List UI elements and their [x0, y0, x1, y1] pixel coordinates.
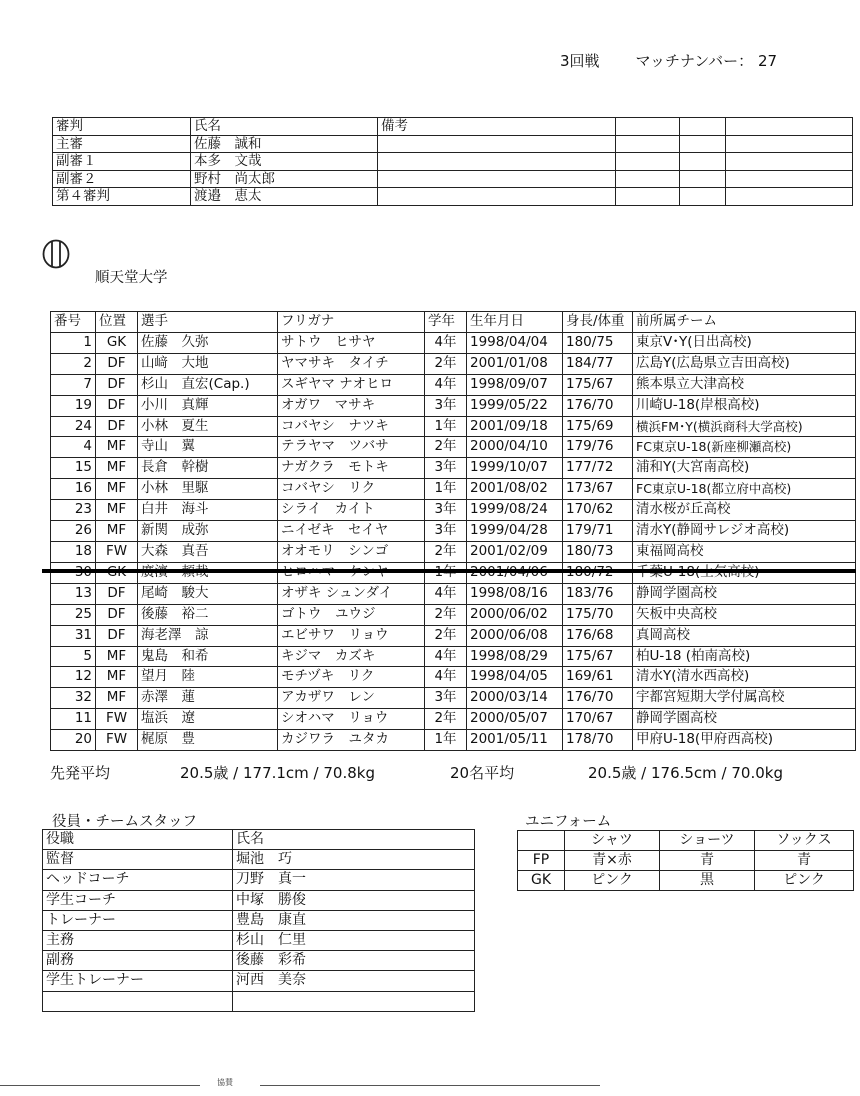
empty-cell	[378, 135, 616, 153]
player-position: DF	[96, 416, 138, 437]
player-previous-team: 柏U-18 (柏南高校)	[633, 646, 856, 667]
staff-name: 中塚 勝俊	[233, 890, 475, 910]
player-previous-team: 横浜FM･Y(横浜商科大学高校)	[633, 416, 856, 437]
players-header-position: 位置	[96, 312, 138, 333]
referee-row	[53, 188, 853, 206]
player-height-weight: 169/61	[563, 667, 633, 688]
referee-table	[52, 117, 853, 206]
player-row	[51, 646, 856, 667]
players-table	[50, 311, 856, 751]
referee-header-role: 審判	[53, 118, 191, 136]
player-number: 31	[51, 625, 96, 646]
match-number-label: マッチナンバー：	[635, 52, 754, 70]
players-header-birthdate: 生年月日	[467, 312, 563, 333]
uniform-header-row	[518, 831, 854, 851]
player-furigana: シオハマ リョウ	[278, 709, 425, 730]
staff-name: 河西 美奈	[233, 971, 475, 991]
empty-cell	[726, 118, 853, 136]
players-header-row	[51, 312, 856, 333]
player-year: 2年	[425, 604, 467, 625]
player-height-weight: 175/69	[563, 416, 633, 437]
uniform-row	[518, 851, 854, 871]
uniform-row	[518, 871, 854, 891]
player-previous-team: 真岡高校	[633, 625, 856, 646]
player-position: FW	[96, 541, 138, 562]
player-year: 4年	[425, 583, 467, 604]
player-row	[51, 688, 856, 709]
uniform-type: FP	[518, 851, 565, 871]
player-number: 16	[51, 479, 96, 500]
player-row	[51, 667, 856, 688]
player-furigana: ナガクラ モトキ	[278, 458, 425, 479]
player-year: 4年	[425, 374, 467, 395]
player-year: 4年	[425, 667, 467, 688]
staff-header-role: 役職	[43, 830, 233, 850]
player-furigana: ニイゼキ セイヤ	[278, 521, 425, 542]
player-name: 寺山 翼	[138, 437, 278, 458]
uniform-table	[517, 830, 854, 891]
player-position: MF	[96, 500, 138, 521]
player-furigana: スギヤマ ナオヒロ	[278, 374, 425, 395]
all-average-value: 20.5歳 / 176.5cm / 70.0kg	[588, 764, 783, 782]
player-position: MF	[96, 688, 138, 709]
player-birthdate: 1998/08/16	[467, 583, 563, 604]
staff-role: トレーナー	[43, 910, 233, 930]
referee-role: 主審	[53, 135, 191, 153]
player-birthdate: 1999/10/07	[467, 458, 563, 479]
players-header-year: 学年	[425, 312, 467, 333]
player-previous-team: 浦和Y(大宮南高校)	[633, 458, 856, 479]
player-birthdate: 2000/06/02	[467, 604, 563, 625]
player-number: 18	[51, 541, 96, 562]
player-birthdate: 2001/05/11	[467, 730, 563, 751]
player-height-weight: 180/73	[563, 541, 633, 562]
player-height-weight: 175/67	[563, 646, 633, 667]
player-row	[51, 353, 856, 374]
referee-name: 佐藤 誠和	[191, 135, 378, 153]
referee-row	[53, 135, 853, 153]
player-number: 4	[51, 437, 96, 458]
player-furigana: カジワラ ユタカ	[278, 730, 425, 751]
player-number: 2	[51, 353, 96, 374]
empty-cell	[680, 135, 726, 153]
player-number: 25	[51, 604, 96, 625]
staff-title: 役員・チームスタッフ	[52, 814, 197, 830]
empty-cell	[616, 135, 680, 153]
player-height-weight: 176/70	[563, 688, 633, 709]
referee-role: 副審２	[53, 170, 191, 188]
uniform-shirt: ピンク	[565, 871, 660, 891]
player-row	[51, 709, 856, 730]
player-year: 4年	[425, 646, 467, 667]
player-position: DF	[96, 374, 138, 395]
referee-header-notes: 備考	[378, 118, 616, 136]
player-previous-team: 甲府U-18(甲府西高校)	[633, 730, 856, 751]
player-height-weight: 179/71	[563, 521, 633, 542]
player-birthdate: 2001/08/02	[467, 479, 563, 500]
referee-name: 本多 文哉	[191, 153, 378, 171]
player-birthdate: 1999/04/28	[467, 521, 563, 542]
player-previous-team: 熊本県立大津高校	[633, 374, 856, 395]
starter-divider-line	[42, 569, 856, 573]
player-furigana: テラヤマ ツバサ	[278, 437, 425, 458]
referee-header-row	[53, 118, 853, 136]
player-position: DF	[96, 395, 138, 416]
staff-role: 監督	[43, 850, 233, 870]
player-position: DF	[96, 625, 138, 646]
empty-cell	[680, 170, 726, 188]
empty-cell	[680, 188, 726, 206]
player-name: 大森 真吾	[138, 541, 278, 562]
uniform-shirt: 青×赤	[565, 851, 660, 871]
averages	[50, 762, 850, 784]
players-header-height-weight: 身長/体重	[563, 312, 633, 333]
player-name: 鬼島 和希	[138, 646, 278, 667]
player-previous-team: FC東京U-18(都立府中高校)	[633, 479, 856, 500]
player-name: 杉山 直宏(Cap.)	[138, 374, 278, 395]
staff-row	[43, 951, 475, 971]
player-height-weight: 184/77	[563, 353, 633, 374]
player-year: 2年	[425, 437, 467, 458]
player-year: 3年	[425, 458, 467, 479]
player-furigana: キジマ カズキ	[278, 646, 425, 667]
player-position: FW	[96, 730, 138, 751]
player-previous-team: 静岡学園高校	[633, 709, 856, 730]
player-previous-team: 清水Y(静岡サレジオ高校)	[633, 521, 856, 542]
juntendo-logo-icon	[42, 239, 70, 269]
staff-role: 主務	[43, 931, 233, 951]
uniform-title: ユニフォーム	[525, 814, 612, 830]
player-year: 2年	[425, 709, 467, 730]
referee-name: 野村 尚太郎	[191, 170, 378, 188]
match-number: 27	[757, 52, 778, 70]
uniform-socks: 青	[755, 851, 854, 871]
player-year: 1年	[425, 416, 467, 437]
staff-name: 堀池 巧	[233, 850, 475, 870]
player-height-weight: 178/70	[563, 730, 633, 751]
referee-name: 渡邉 恵太	[191, 188, 378, 206]
staff-header-row	[43, 830, 475, 850]
player-furigana: オザキ シュンダイ	[278, 583, 425, 604]
uniform-shorts: 黒	[660, 871, 755, 891]
player-name: 赤澤 蓮	[138, 688, 278, 709]
player-furigana: エビサワ リョウ	[278, 625, 425, 646]
empty-cell	[726, 135, 853, 153]
player-year: 2年	[425, 353, 467, 374]
staff-row	[43, 870, 475, 890]
player-position: DF	[96, 604, 138, 625]
player-number: 5	[51, 646, 96, 667]
player-number: 13	[51, 583, 96, 604]
player-number: 15	[51, 458, 96, 479]
player-height-weight: 170/62	[563, 500, 633, 521]
empty-cell	[616, 153, 680, 171]
player-position: FW	[96, 709, 138, 730]
players-header-furigana: フリガナ	[278, 312, 425, 333]
player-row	[51, 479, 856, 500]
player-name: 佐藤 久弥	[138, 332, 278, 353]
player-previous-team: 静岡学園高校	[633, 583, 856, 604]
referee-row	[53, 170, 853, 188]
player-height-weight: 177/72	[563, 458, 633, 479]
player-height-weight: 179/76	[563, 437, 633, 458]
referee-header-name: 氏名	[191, 118, 378, 136]
player-number: 19	[51, 395, 96, 416]
player-birthdate: 2000/06/08	[467, 625, 563, 646]
player-row	[51, 541, 856, 562]
player-row	[51, 625, 856, 646]
staff-role: 副務	[43, 951, 233, 971]
footer-divider-left	[0, 1085, 200, 1086]
starter-average-label: 先発平均	[50, 764, 111, 782]
uniform-socks: ピンク	[755, 871, 854, 891]
player-position: MF	[96, 667, 138, 688]
empty-cell	[378, 170, 616, 188]
empty-cell	[378, 188, 616, 206]
player-birthdate: 1998/09/07	[467, 374, 563, 395]
player-name: 山﨑 大地	[138, 353, 278, 374]
player-position: MF	[96, 646, 138, 667]
player-name: 海老澤 諒	[138, 625, 278, 646]
player-birthdate: 1998/04/04	[467, 332, 563, 353]
uniform-header-shirt: シャツ	[565, 831, 660, 851]
player-year: 1年	[425, 730, 467, 751]
player-name: 白井 海斗	[138, 500, 278, 521]
player-year: 2年	[425, 541, 467, 562]
staff-name: 杉山 仁里	[233, 931, 475, 951]
player-year: 1年	[425, 479, 467, 500]
players-header-player: 選手	[138, 312, 278, 333]
staff-row	[43, 890, 475, 910]
staff-table	[42, 829, 475, 1012]
player-previous-team: 東福岡高校	[633, 541, 856, 562]
player-previous-team: 東京V･Y(日出高校)	[633, 332, 856, 353]
player-number: 32	[51, 688, 96, 709]
player-row	[51, 332, 856, 353]
player-row	[51, 500, 856, 521]
player-birthdate: 1999/05/22	[467, 395, 563, 416]
player-name: 望月 陸	[138, 667, 278, 688]
empty-cell	[233, 991, 475, 1011]
empty-cell	[518, 831, 565, 851]
team-name: 順天堂大学	[95, 270, 168, 286]
player-year: 3年	[425, 395, 467, 416]
staff-name: 刀野 真一	[233, 870, 475, 890]
player-year: 3年	[425, 521, 467, 542]
staff-name: 後藤 彩希	[233, 951, 475, 971]
player-row	[51, 395, 856, 416]
empty-cell	[616, 118, 680, 136]
staff-row	[43, 931, 475, 951]
player-furigana: コバヤシ ナツキ	[278, 416, 425, 437]
empty-cell	[43, 991, 233, 1011]
player-furigana: サトウ ヒサヤ	[278, 332, 425, 353]
round-label: 3回戦	[560, 52, 600, 70]
player-row	[51, 437, 856, 458]
staff-name: 豊島 康直	[233, 910, 475, 930]
player-birthdate: 2001/02/09	[467, 541, 563, 562]
referee-role: 副審１	[53, 153, 191, 171]
players-header-previous-team: 前所属チーム	[633, 312, 856, 333]
uniform-header-shorts: ショーツ	[660, 831, 755, 851]
player-row	[51, 730, 856, 751]
empty-cell	[680, 153, 726, 171]
player-number: 20	[51, 730, 96, 751]
player-row	[51, 521, 856, 542]
staff-role: 学生トレーナー	[43, 971, 233, 991]
player-name: 尾崎 駿大	[138, 583, 278, 604]
player-height-weight: 180/75	[563, 332, 633, 353]
staff-header-name: 氏名	[233, 830, 475, 850]
staff-row	[43, 971, 475, 991]
player-position: GK	[96, 332, 138, 353]
player-position: MF	[96, 458, 138, 479]
referee-role: 第４審判	[53, 188, 191, 206]
player-previous-team: 清水桜が丘高校	[633, 500, 856, 521]
player-previous-team: FC東京U-18(新座柳瀬高校)	[633, 437, 856, 458]
empty-cell	[726, 188, 853, 206]
player-name: 新関 成弥	[138, 521, 278, 542]
footer-divider-right	[260, 1085, 600, 1086]
player-position: MF	[96, 479, 138, 500]
player-name: 小林 夏生	[138, 416, 278, 437]
empty-cell	[680, 118, 726, 136]
player-number: 24	[51, 416, 96, 437]
player-name: 塩浜 遼	[138, 709, 278, 730]
player-furigana: シライ カイト	[278, 500, 425, 521]
empty-cell	[616, 170, 680, 188]
player-height-weight: 176/68	[563, 625, 633, 646]
player-birthdate: 2001/09/18	[467, 416, 563, 437]
player-birthdate: 2001/01/08	[467, 353, 563, 374]
player-position: DF	[96, 583, 138, 604]
staff-row-empty	[43, 991, 475, 1011]
empty-cell	[726, 153, 853, 171]
player-height-weight: 175/67	[563, 374, 633, 395]
empty-cell	[616, 188, 680, 206]
player-previous-team: 川崎U-18(岸根高校)	[633, 395, 856, 416]
player-furigana: オガワ マサキ	[278, 395, 425, 416]
player-row	[51, 374, 856, 395]
player-number: 11	[51, 709, 96, 730]
player-name: 後藤 裕二	[138, 604, 278, 625]
player-previous-team: 矢板中央高校	[633, 604, 856, 625]
staff-role: ヘッドコーチ	[43, 870, 233, 890]
player-furigana: モチヅキ リク	[278, 667, 425, 688]
player-year: 4年	[425, 332, 467, 353]
player-name: 長倉 幹樹	[138, 458, 278, 479]
player-year: 3年	[425, 688, 467, 709]
player-furigana: ヤマサキ タイチ	[278, 353, 425, 374]
player-furigana: アカザワ レン	[278, 688, 425, 709]
player-row	[51, 604, 856, 625]
players-header-number: 番号	[51, 312, 96, 333]
player-height-weight: 183/76	[563, 583, 633, 604]
player-year: 3年	[425, 500, 467, 521]
player-height-weight: 176/70	[563, 395, 633, 416]
player-birthdate: 1999/08/24	[467, 500, 563, 521]
match-header	[560, 50, 777, 71]
all-average-label: 20名平均	[450, 764, 515, 782]
player-position: MF	[96, 437, 138, 458]
player-row	[51, 416, 856, 437]
player-name: 小林 里駆	[138, 479, 278, 500]
player-furigana: コバヤシ リク	[278, 479, 425, 500]
player-furigana: ゴトウ ユウジ	[278, 604, 425, 625]
starter-average-value: 20.5歳 / 177.1cm / 70.8kg	[180, 764, 375, 782]
player-number: 7	[51, 374, 96, 395]
empty-cell	[726, 170, 853, 188]
staff-row	[43, 850, 475, 870]
player-year: 2年	[425, 625, 467, 646]
player-birthdate: 1998/08/29	[467, 646, 563, 667]
player-height-weight: 175/70	[563, 604, 633, 625]
player-name: 小川 真輝	[138, 395, 278, 416]
player-row	[51, 458, 856, 479]
player-name: 梶原 豊	[138, 730, 278, 751]
player-birthdate: 2000/05/07	[467, 709, 563, 730]
player-number: 1	[51, 332, 96, 353]
player-height-weight: 173/67	[563, 479, 633, 500]
player-number: 26	[51, 521, 96, 542]
player-height-weight: 170/67	[563, 709, 633, 730]
player-birthdate: 1998/04/05	[467, 667, 563, 688]
player-previous-team: 宇都宮短期大学付属高校	[633, 688, 856, 709]
empty-cell	[378, 153, 616, 171]
player-position: DF	[96, 353, 138, 374]
player-number: 23	[51, 500, 96, 521]
staff-row	[43, 910, 475, 930]
uniform-type: GK	[518, 871, 565, 891]
player-number: 12	[51, 667, 96, 688]
player-previous-team: 清水Y(清水西高校)	[633, 667, 856, 688]
staff-role: 学生コーチ	[43, 890, 233, 910]
sponsor-label: 協賛	[217, 1078, 233, 1087]
player-row	[51, 583, 856, 604]
player-previous-team: 広島Y(広島県立吉田高校)	[633, 353, 856, 374]
uniform-header-socks: ソックス	[755, 831, 854, 851]
player-birthdate: 2000/03/14	[467, 688, 563, 709]
player-furigana: オオモリ シンゴ	[278, 541, 425, 562]
referee-row	[53, 153, 853, 171]
uniform-shorts: 青	[660, 851, 755, 871]
player-position: MF	[96, 521, 138, 542]
player-birthdate: 2000/04/10	[467, 437, 563, 458]
